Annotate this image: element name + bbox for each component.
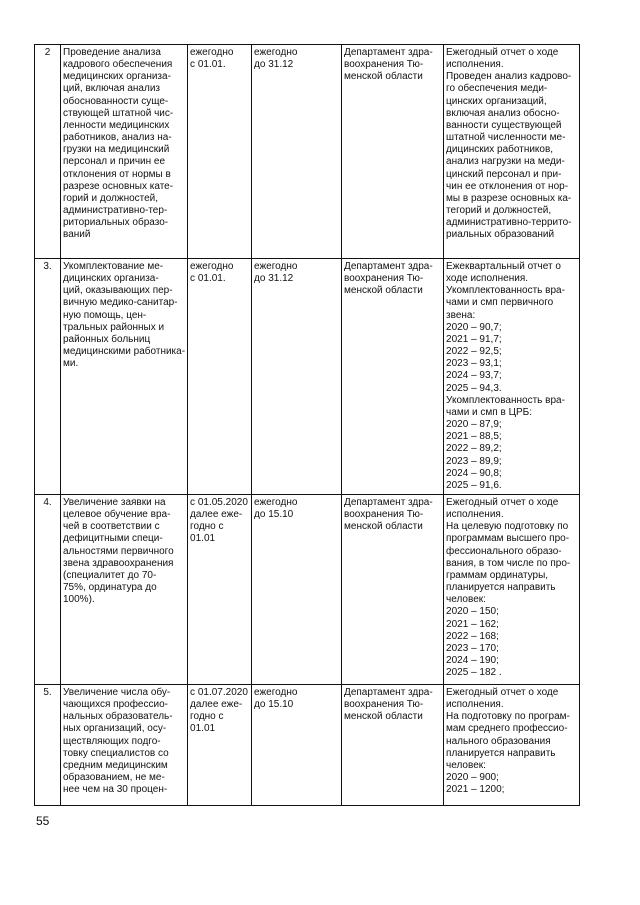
responsible-cell: Департамент здра- воохранения Тю- менской области [342, 45, 444, 259]
row-number: 5. [35, 685, 61, 806]
end-date-cell: ежегодно до 31.12 [252, 45, 342, 259]
result-cell: Ежегодный отчет о ходе исполнения. На подготовку по програм- мам среднего профессио- нального образования планируется направить человек: 2020 – 900; 2021 – 1200; [444, 685, 580, 806]
end-date-cell: ежегодно до 15.10 [252, 685, 342, 806]
measures-table [34, 44, 580, 806]
responsible-cell: Департамент здра- воохранения Тю- менской области [342, 495, 444, 685]
measure-cell: Увеличение числа обу- чающихся профессио- нальных образователь- ных организаций, осу- ществляющих подго- товку специалистов со средним медицинским образованием, не ме- нее чем на 30 процен- [61, 685, 188, 806]
row-number: 4. [35, 495, 61, 685]
row-number: 3. [35, 259, 61, 495]
measure-cell: Увеличение заявки на целевое обучение вра- чей в соответствии с дефицитными специ- альностями первичного звена здравоохранения (специалитет до 70- 75%, ординатура до 100%). [61, 495, 188, 685]
start-date-cell: ежегодно с 01.01. [188, 259, 252, 495]
result-cell: Ежегодный отчет о ходе исполнения. Проведен анализ кадрово- го обеспечения меди- цинских организаций, включая анализ обосно- ванности существующей штатной численности ме- дицинских работников, анализ нагрузки на меди- цинский персонал и при- чин ее отклонения от нор- мы в разрезе основных ка- тегорий и должностей, административно-террито- риальных образований [444, 45, 580, 259]
start-date-cell: с 01.07.2020 далее еже- годно с 01.01 [188, 685, 252, 806]
result-cell: Ежеквартальный отчет о ходе исполнения. Укомплектованность вра- чами и смп первичного звена: 2020 – 90,7; 2021 – 91,7; 2022 – 92,5; 2023 – 93,1; 2024 – 93,7; 2025 – 94,3. Укомплектованность вра- чами и смп в ЦРБ: 2020 – 87,9; 2021 – 88,5; 2022 – 89,2; 2023 – 89,9; 2024 – 90,8; 2025 – 91,6. [444, 259, 580, 495]
page-number: 55 [36, 814, 50, 828]
table-row [35, 685, 580, 806]
table-row [35, 259, 580, 495]
start-date-cell: ежегодно с 01.01. [188, 45, 252, 259]
table-row [35, 495, 580, 685]
table-row [35, 45, 580, 259]
row-number: 2 [35, 45, 61, 259]
responsible-cell: Департамент здра- воохранения Тю- менской области [342, 685, 444, 806]
measure-cell: Укомплектование ме- дицинских организа- ций, оказывающих пер- вичную медико-санитар- ную помощь, цен- тральных районных и районных больниц медицинскими работника- ми. [61, 259, 188, 495]
responsible-cell: Департамент здра- воохранения Тю- менской области [342, 259, 444, 495]
result-cell: Ежегодный отчет о ходе исполнения. На целевую подготовку по программам высшего про- фессионального образо- вания, в том числе по про- граммам ординатуры, планируется направить человек: 2020 – 150; 2021 – 162; 2022 – 168; 2023 – 170; 2024 – 190; 2025 – 182 . [444, 495, 580, 685]
end-date-cell: ежегодно до 31.12 [252, 259, 342, 495]
start-date-cell: с 01.05.2020 далее еже- годно с 01.01 [188, 495, 252, 685]
measure-cell: Проведение анализа кадрового обеспечения медицинских организа- ций, включая анализ обоснованности суще- ствующей штатной чис- ленности медицинских работников, анализ на- грузки на медицинский персонал и причин ее отклонения от нормы в разрезе основных кате- горий и должностей, административно-тер- риториальных образо- ваний [61, 45, 188, 259]
end-date-cell: ежегодно до 15.10 [252, 495, 342, 685]
